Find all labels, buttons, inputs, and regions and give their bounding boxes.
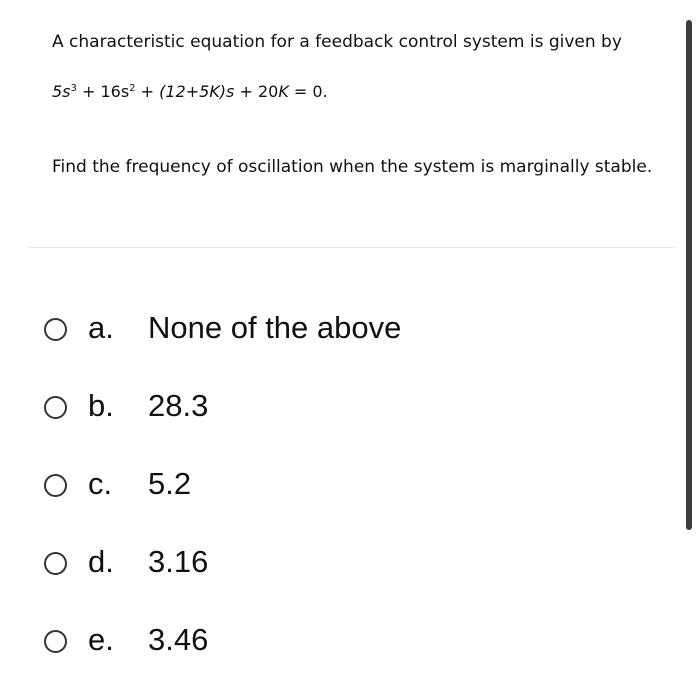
option-text-c: 5.2: [148, 466, 192, 501]
question-intro: A characteristic equation for a feedback control system is given by: [52, 32, 622, 52]
option-b[interactable]: [44, 368, 644, 428]
option-text-a: None of the above: [148, 310, 402, 345]
equation-exponent-1: 3: [70, 83, 77, 94]
option-letter-d: d.: [88, 544, 114, 579]
option-e[interactable]: [44, 602, 644, 662]
option-text-b: 28.3: [148, 388, 209, 423]
option-a[interactable]: [44, 290, 644, 350]
divider: [28, 247, 675, 248]
option-d[interactable]: [44, 524, 644, 584]
equation-term-2: + 16s: [76, 82, 130, 101]
equation-term-3: + (12+5K)s: [135, 82, 235, 101]
question-task: Find the frequency of oscillation when the system is marginally stable.: [52, 157, 653, 177]
equation-exponent-2: 2: [129, 83, 136, 94]
option-c[interactable]: [44, 446, 644, 506]
equation-term-1: 5s: [52, 82, 71, 101]
option-letter-b: b.: [88, 388, 114, 423]
option-letter-e: e.: [88, 622, 114, 657]
scrollbar[interactable]: [686, 20, 692, 530]
equation-term-4: + 20: [234, 82, 279, 101]
option-text-d: 3.16: [148, 544, 209, 579]
characteristic-equation: [52, 82, 328, 101]
radio-button-e[interactable]: [44, 630, 67, 653]
option-letter-a: a.: [88, 310, 114, 345]
equation-variable-k: K: [278, 82, 289, 101]
option-text-e: 3.46: [148, 622, 209, 657]
radio-button-a[interactable]: [44, 318, 67, 341]
radio-button-d[interactable]: [44, 552, 67, 575]
option-letter-c: c.: [88, 466, 113, 501]
equation-equals: = 0.: [288, 82, 328, 101]
radio-button-b[interactable]: [44, 396, 67, 419]
radio-button-c[interactable]: [44, 474, 67, 497]
